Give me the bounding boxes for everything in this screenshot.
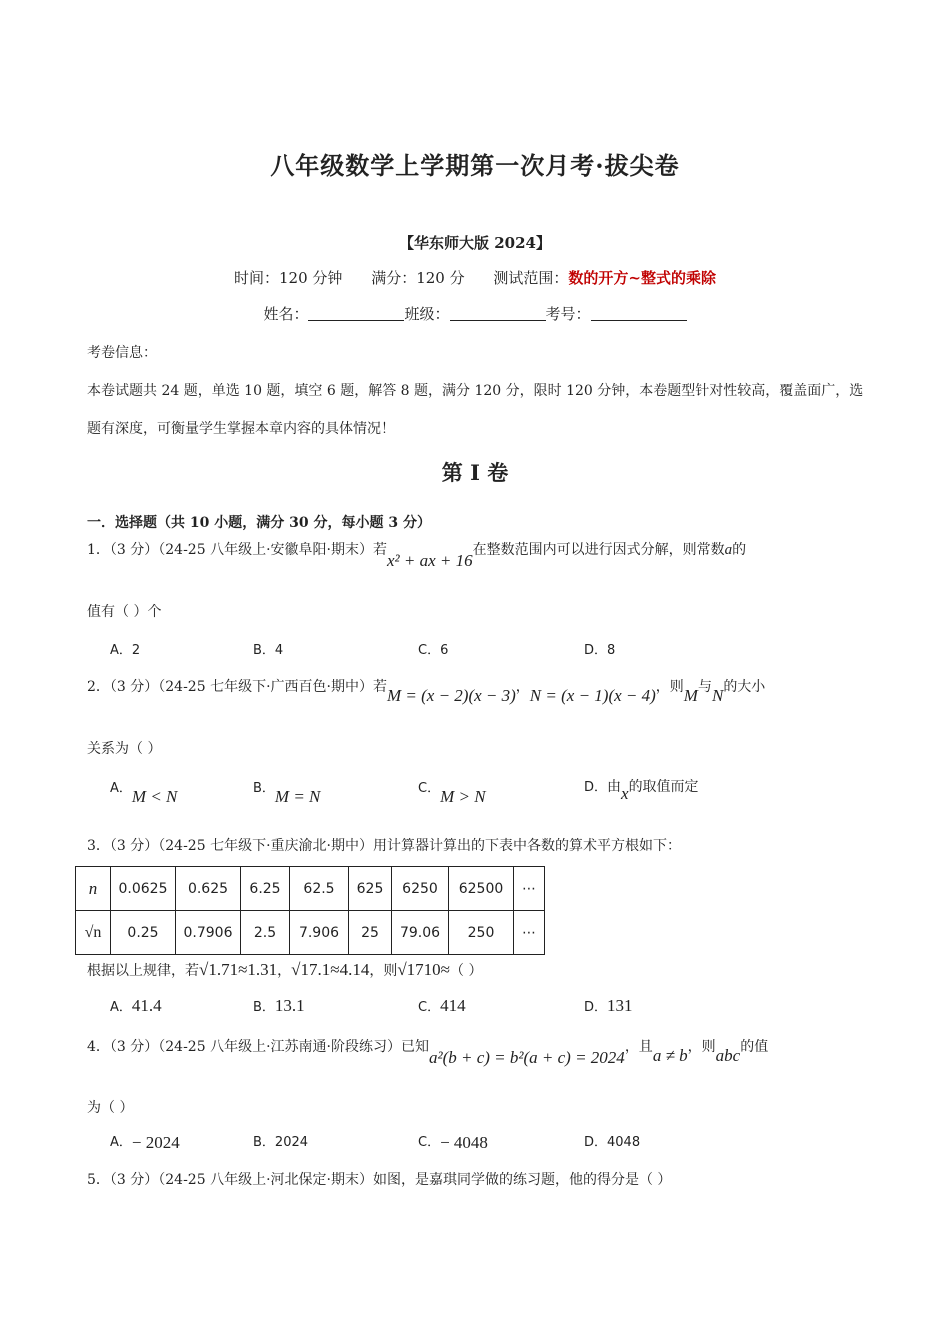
q2-line2: 关系为（ ） <box>87 741 162 757</box>
section-heading: 一．选择题（共 10 小题，满分 30 分，每小题 3 分） <box>87 515 431 531</box>
q2-option-a[interactable] <box>110 777 178 806</box>
q4-mid: ，且 <box>624 1039 653 1055</box>
q3-rule-expr3: √1710≈ <box>397 960 451 979</box>
q4-d-label: D． <box>584 1135 608 1150</box>
table-cell: ⋯ <box>514 867 545 911</box>
table-cell: 2.5 <box>241 911 290 955</box>
q2-b-expr: M = N <box>274 787 321 806</box>
q2-and: 与 <box>697 679 712 695</box>
q3-rule-suffix: （ ） <box>450 963 483 979</box>
q2-prefix: 2．（3 分）（24-25 七年级下·广西百色·期中）若 <box>87 679 387 695</box>
question-3: 3．（3 分）（24-25 七年级下·重庆渝北·期中）用计算器计算出的下表中各数的算术平方根如下： <box>87 838 681 854</box>
q3-a-label: A． <box>110 1000 132 1015</box>
q3-rule-mid: ，则 <box>369 963 398 979</box>
q4-suffix: 的值 <box>740 1039 769 1055</box>
table-cell: 0.25 <box>111 911 176 955</box>
table-cell: 0.7906 <box>176 911 241 955</box>
table-row <box>76 911 545 955</box>
q4-condition: a ≠ b <box>652 1046 688 1065</box>
q4-line2: 为（ ） <box>87 1100 134 1116</box>
q4-target: abc <box>715 1046 741 1065</box>
q1-prefix: 1．（3 分）（24-25 八年级上·安徽阜阳·期末）若 <box>87 542 387 558</box>
q2-d-var: x <box>621 784 629 803</box>
question-2 <box>87 676 766 705</box>
q2-d-label: D． <box>584 780 608 795</box>
q4-option-c[interactable] <box>418 1131 488 1151</box>
q3-table <box>75 866 545 955</box>
q2-option-d[interactable] <box>584 776 699 803</box>
table-cell: 0.625 <box>176 867 241 911</box>
q4-option-a[interactable] <box>110 1131 180 1151</box>
q2-option-b[interactable] <box>253 777 321 806</box>
edition-label: 【华东师大版 2024】 <box>399 234 551 252</box>
q3-row2-head: √n <box>76 911 111 955</box>
name-blank[interactable] <box>308 306 404 321</box>
q4-d-val: 4048 <box>607 1135 641 1150</box>
q4-option-d[interactable] <box>584 1131 640 1150</box>
q2-a-expr: M < N <box>131 787 178 806</box>
question-5: 5．（3 分）（24-25 八年级上·河北保定·期末）如图，是嘉琪同学做的练习题，他的得分是（ ） <box>87 1172 672 1188</box>
student-fields <box>0 303 950 324</box>
q1-var: a <box>724 542 733 558</box>
q3-row1-head: n <box>76 867 111 911</box>
question-4 <box>87 1036 769 1067</box>
scope-label: 测试范围： <box>493 269 569 287</box>
table-cell: 250 <box>449 911 514 955</box>
question-1 <box>87 539 747 570</box>
q4-a-label: A． <box>110 1135 132 1150</box>
q1-expression: x² + ax + 16 <box>386 551 473 570</box>
q4-prefix: 4．（3 分）（24-25 八年级上·江苏南通·阶段练习）已知 <box>87 1039 429 1055</box>
info-heading: 考卷信息： <box>87 345 157 361</box>
scope-value: 数的开方~整式的乘除 <box>568 269 716 287</box>
q3-rule-expr1: √1.71≈1.31 <box>199 960 278 979</box>
q2-expr-n: N = (x − 1)(x − 4) <box>529 686 656 705</box>
q2-d-text2: 的取值而定 <box>628 779 699 795</box>
name-label: 姓名： <box>263 305 309 323</box>
table-cell: 6.25 <box>241 867 290 911</box>
q4-b-label: B． <box>253 1135 275 1150</box>
q3-b-val: 13.1 <box>274 996 305 1015</box>
table-cell: ⋯ <box>514 911 545 955</box>
q1-option-d[interactable]: D．8 <box>584 643 616 658</box>
q2-suffix: 的大小 <box>723 679 766 695</box>
q1-option-c[interactable]: C．6 <box>418 643 449 658</box>
exam-time: 时间：120 分钟 <box>234 269 343 287</box>
q2-expr-m: M = (x − 2)(x − 3) <box>386 686 516 705</box>
q3-c-label: C． <box>418 1000 441 1015</box>
table-cell: 62.5 <box>290 867 349 911</box>
q2-c-label: C． <box>418 781 441 796</box>
table-cell: 6250 <box>392 867 449 911</box>
exam-no-label: 考号： <box>545 305 591 323</box>
table-cell: 25 <box>349 911 392 955</box>
q3-rule-expr2: √17.1≈4.14 <box>291 960 370 979</box>
table-cell: 0.0625 <box>111 867 176 911</box>
q4-c-label: C． <box>418 1135 441 1150</box>
q4-a-val: − 2024 <box>131 1133 180 1152</box>
q3-d-label: D． <box>584 1000 608 1015</box>
table-cell: 625 <box>349 867 392 911</box>
exam-score: 满分：120 分 <box>371 269 465 287</box>
table-cell: 62500 <box>449 867 514 911</box>
q1-option-a[interactable]: A．2 <box>110 643 141 658</box>
q3-option-c[interactable] <box>418 996 466 1016</box>
q2-d-text1: 由 <box>607 779 622 795</box>
q3-option-a[interactable] <box>110 996 162 1016</box>
q3-a-val: 41.4 <box>131 996 162 1015</box>
q1-suffix: 在整数范围内可以进行因式分解，则常数 <box>472 542 725 558</box>
q2-var-m: M <box>683 686 698 705</box>
class-label: 班级： <box>404 305 450 323</box>
page-title: 八年级数学上学期第一次月考·拔尖卷 <box>270 151 680 180</box>
class-blank[interactable] <box>450 306 546 321</box>
q2-var-n: N <box>711 686 724 705</box>
q3-option-d[interactable] <box>584 996 633 1016</box>
q4-mid2: ，则 <box>687 1039 716 1055</box>
table-cell: 7.906 <box>290 911 349 955</box>
exam-meta <box>0 267 950 288</box>
q3-rule-sep: ， <box>277 963 292 979</box>
q3-option-b[interactable] <box>253 996 305 1016</box>
q2-then: ，则 <box>655 679 684 695</box>
q3-rule-prefix: 根据以上规律，若 <box>87 963 199 979</box>
q2-b-label: B． <box>253 781 275 796</box>
q4-b-val: 2024 <box>274 1135 309 1150</box>
table-cell: 79.06 <box>392 911 449 955</box>
q2-comma: ， <box>515 679 530 695</box>
q2-a-label: A． <box>110 781 132 796</box>
q1-suffix2: 的 <box>732 542 747 558</box>
q3-c-val: 414 <box>440 996 466 1015</box>
table-row <box>76 867 545 911</box>
q2-c-expr: M > N <box>440 787 486 806</box>
q2-option-c[interactable] <box>418 777 486 806</box>
volume-title: 第 I 卷 <box>441 460 509 485</box>
q1-line2: 值有（ ）个 <box>87 604 162 620</box>
q4-option-b[interactable] <box>253 1131 308 1150</box>
exam-no-blank[interactable] <box>591 306 687 321</box>
q3-d-val: 131 <box>607 996 633 1015</box>
q4-c-val: − 4048 <box>440 1133 488 1152</box>
q1-option-b[interactable]: B．4 <box>253 643 284 658</box>
q4-expression: a²(b + c) = b²(a + c) = 2024 <box>428 1048 625 1067</box>
q3-rule <box>87 960 482 980</box>
exam-scope <box>493 269 716 287</box>
info-body: 本卷试题共 24 题，单选 10 题，填空 6 题，解答 8 题，满分 120 分，限时 120 分钟，本卷题型针对性较高，覆盖面广，选题有深度，可衡量学生掌握本章内容的具体情况！ <box>87 383 864 437</box>
q3-b-label: B． <box>253 1000 275 1015</box>
